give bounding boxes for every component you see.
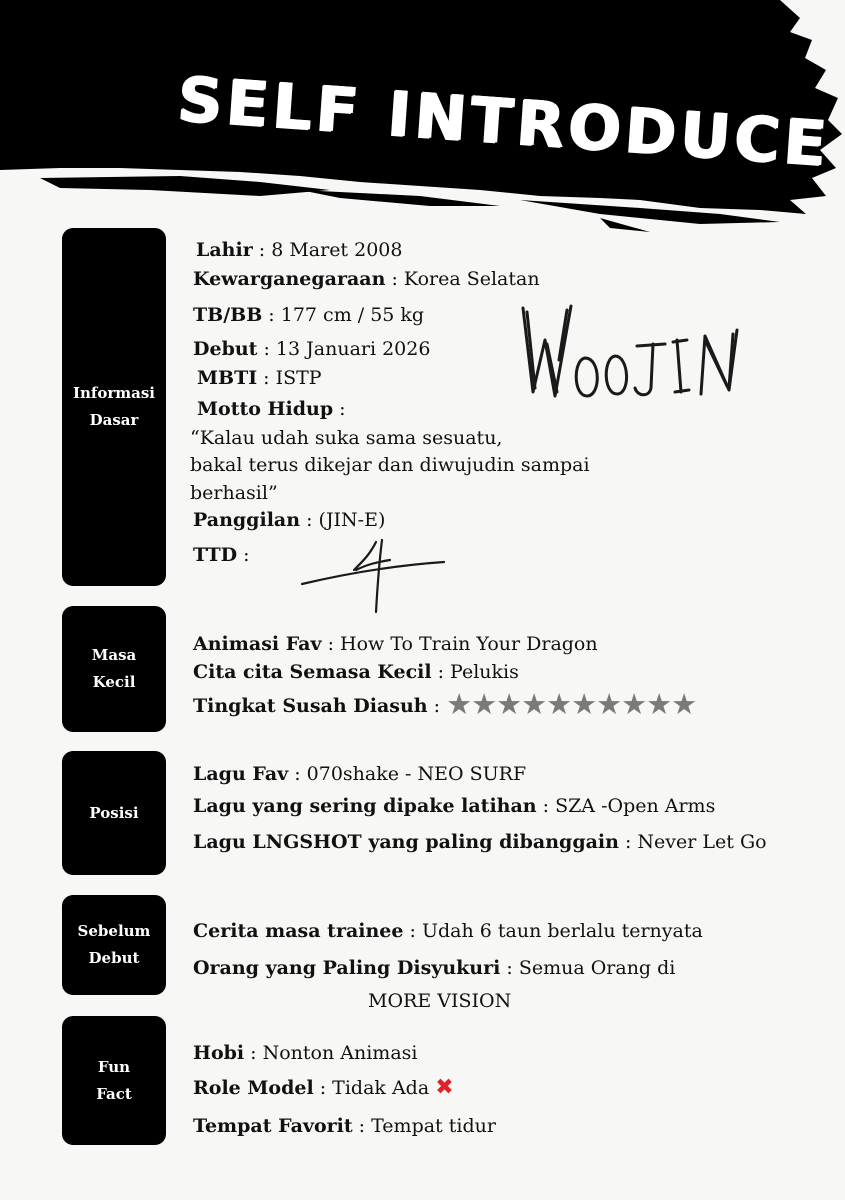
field-key: Lagu LNGSHOT yang paling dibanggain: [193, 831, 619, 853]
field-key: Tempat Favorit: [193, 1115, 353, 1137]
field-value: : Udah 6 taun berlalu ternyata: [403, 920, 703, 942]
kecil-cita: [193, 660, 519, 684]
handwritten-name-woojin: [515, 300, 765, 410]
field-key: TTD: [193, 544, 238, 566]
field-value: : 13 Januari 2026: [257, 338, 431, 360]
section-label-fun-fact: [62, 1016, 166, 1145]
section-label-text: Masa Kecil: [91, 646, 137, 691]
signature-scribble: [296, 536, 451, 616]
posisi-bangga: [193, 830, 767, 854]
section-label-text: Informasi Dasar: [72, 384, 156, 429]
field-key: Kewarganegaraan: [193, 268, 386, 290]
field-value: : ISTP: [257, 367, 322, 389]
page-title: SELF INTRODUCE: [175, 62, 833, 181]
field-value: :: [427, 695, 447, 717]
field-value: : How To Train Your Dragon: [321, 633, 598, 655]
field-key: Tingkat Susah Diasuh: [193, 695, 428, 717]
field-value: : Nonton Animasi: [244, 1042, 418, 1064]
posisi-lagu: [193, 762, 526, 786]
info-panggilan: [193, 508, 385, 532]
field-value: : SZA -Open Arms: [536, 795, 716, 817]
sebelum-orang: [193, 956, 675, 980]
field-value: : (JIN-E): [300, 509, 386, 531]
field-key: Lahir: [196, 239, 253, 261]
section-label-text: Posisi: [89, 803, 139, 822]
field-key: Role Model: [193, 1077, 314, 1099]
posisi-latihan: [193, 794, 715, 818]
field-value: : Semua Orang di: [500, 957, 676, 979]
field-key: Cita cita Semasa Kecil: [193, 661, 432, 683]
field-key: Orang yang Paling Disyukuri: [193, 957, 501, 979]
motto-quote-line-1: “Kalau udah suka sama sesuatu,: [190, 427, 503, 449]
info-lahir: [196, 238, 402, 262]
field-key: Animasi Fav: [193, 633, 322, 655]
field-value: : 070shake - NEO SURF: [288, 763, 527, 785]
field-key: TB/BB: [193, 304, 263, 326]
field-key: Panggilan: [193, 509, 301, 531]
fun-tempat: [193, 1114, 496, 1138]
kecil-susah: [193, 687, 697, 721]
field-key: Lagu Fav: [193, 763, 289, 785]
field-key: Lagu yang sering dipake latihan: [193, 795, 537, 817]
field-value: : 177 cm / 55 kg: [262, 304, 425, 326]
field-value: :: [237, 544, 250, 566]
info-kewarganegaraan: [193, 267, 540, 291]
field-key: Hobi: [193, 1042, 245, 1064]
info-debut: [193, 337, 430, 361]
field-value: : Never Let Go: [618, 831, 767, 853]
section-label-text: Sebelum Debut: [77, 922, 151, 967]
section-label-posisi: [62, 751, 166, 875]
field-key: Cerita masa trainee: [193, 920, 404, 942]
field-value: : 8 Maret 2008: [252, 239, 403, 261]
field-value: : Korea Selatan: [385, 268, 540, 290]
star-rating-icons: ★★★★★★★★★★: [446, 687, 697, 721]
info-tbbb: [193, 303, 424, 327]
fun-hobi: [193, 1041, 417, 1065]
field-value: : Tidak Ada: [313, 1077, 436, 1099]
section-label-sebelum-debut: [62, 895, 166, 995]
section-label-informasi-dasar: [62, 228, 166, 586]
field-key: Motto Hidup: [197, 398, 334, 420]
section-label-masa-kecil: [62, 606, 166, 732]
info-motto: [197, 397, 346, 421]
field-key: MBTI: [197, 367, 258, 389]
section-label-text: Fun Fact: [96, 1057, 132, 1103]
info-ttd: [193, 543, 250, 567]
kecil-animasi: [193, 632, 598, 656]
motto-quote-line-3: berhasil”: [190, 482, 278, 504]
field-value: :: [333, 398, 346, 420]
field-value: : Tempat tidur: [352, 1115, 496, 1137]
field-key: Debut: [193, 338, 258, 360]
info-mbti: [197, 366, 322, 390]
sebelum-orang-continued: MORE VISION: [368, 990, 512, 1012]
red-cross-icon: ✖: [435, 1075, 454, 1100]
motto-quote-line-2: bakal terus dikejar dan diwujudin sampai: [190, 454, 590, 476]
fun-role-model: [193, 1076, 454, 1100]
field-value: : Pelukis: [431, 661, 519, 683]
sebelum-cerita: [193, 919, 703, 943]
